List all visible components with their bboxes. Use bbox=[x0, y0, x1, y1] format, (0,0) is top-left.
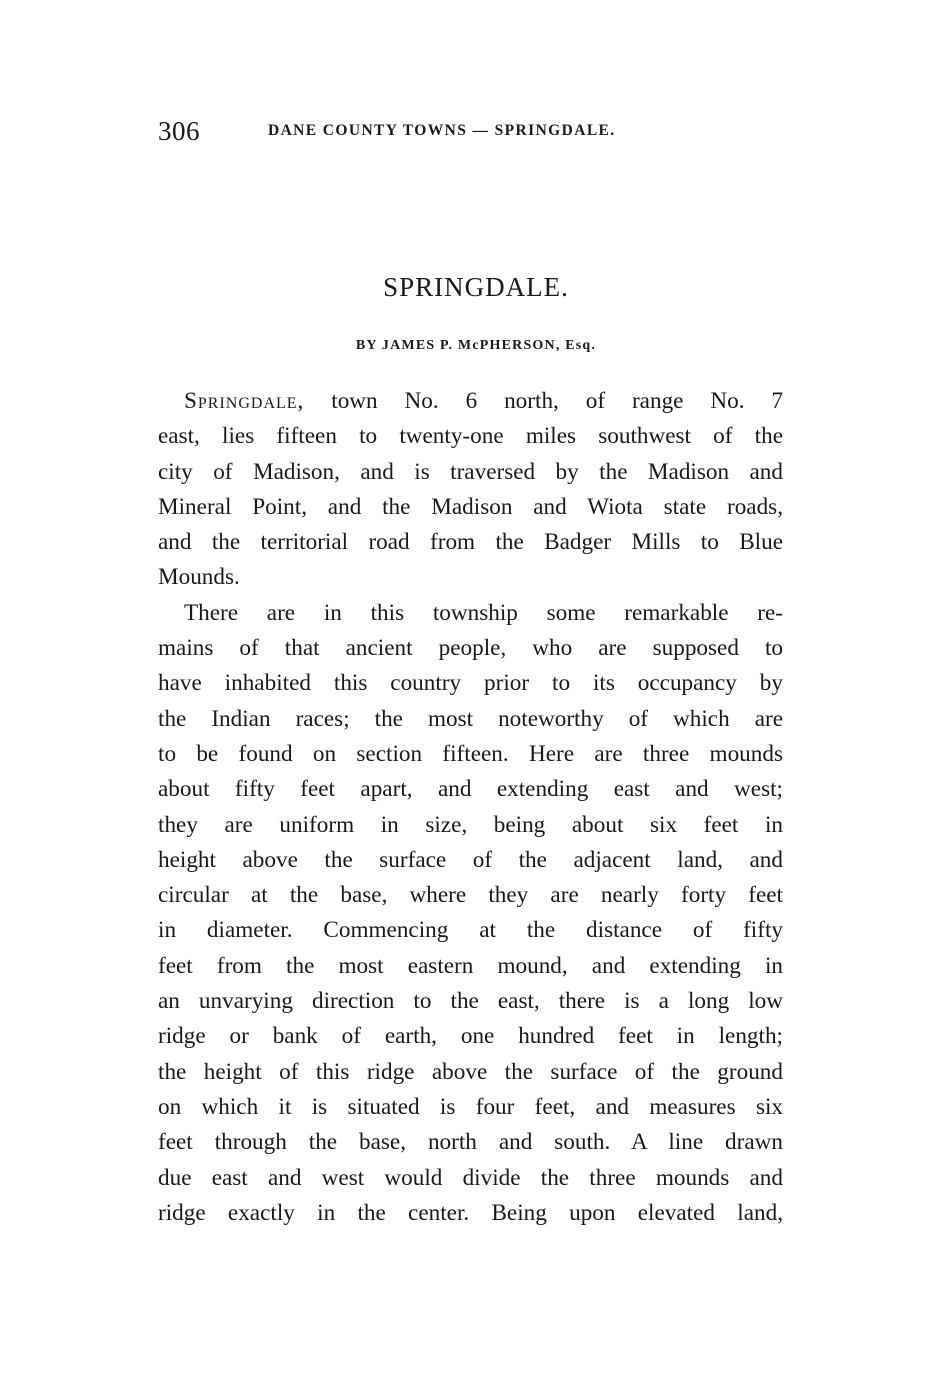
text-line: to be found on section fifteen. Here are three mounds bbox=[158, 740, 783, 767]
text-line: Mounds. bbox=[158, 564, 240, 591]
text-line: an unvarying direction to the east, there is a long low bbox=[158, 988, 783, 1015]
body-text bbox=[158, 384, 783, 1231]
byline bbox=[0, 338, 930, 354]
text-line: they are uniform in size, being about six feet in bbox=[158, 811, 783, 838]
text-line: east, lies fifteen to twenty-one miles southwest of the bbox=[158, 423, 783, 450]
text-line: mains of that ancient people, who are supposed to bbox=[158, 635, 783, 662]
chapter-title: SPRINGDALE. bbox=[383, 272, 569, 302]
text-line: have inhabited this country prior to its occupancy by bbox=[158, 670, 783, 697]
byline-prefix: BY JAMES P. bbox=[355, 338, 458, 353]
text-line: due east and west would divide the three mounds and bbox=[158, 1164, 783, 1191]
text-line: and the territorial road from the Badger Mills to Blue bbox=[158, 529, 783, 556]
paragraph-2 bbox=[158, 596, 783, 1231]
text-line: height above the surface of the adjacent land, and bbox=[158, 846, 783, 873]
text-line: about fifty feet apart, and extending east and west; bbox=[158, 776, 783, 803]
text-line: There are in this township some remarkable re- bbox=[184, 599, 783, 626]
byline-name: McPHERSON bbox=[457, 338, 556, 353]
running-head bbox=[158, 116, 788, 146]
text-line: circular at the base, where they are nearly forty feet bbox=[158, 882, 783, 909]
text-line: feet through the base, north and south. A line drawn bbox=[158, 1129, 783, 1156]
text-line: Mineral Point, and the Madison and Wiota state roads, bbox=[158, 493, 783, 520]
text-line: the height of this ridge above the surface of the ground bbox=[158, 1058, 783, 1085]
lead-word: Springdale, bbox=[184, 388, 305, 414]
page-number: 306 bbox=[158, 116, 200, 146]
text-line: city of Madison, and is traversed by the Madison and bbox=[158, 458, 783, 485]
byline-suffix: , Esq. bbox=[555, 338, 597, 353]
text-line: feet from the most eastern mound, and extending in bbox=[158, 952, 783, 979]
text-line: the Indian races; the most noteworthy of which are bbox=[158, 705, 783, 732]
paragraph-1 bbox=[158, 384, 783, 596]
text-line: ridge exactly in the center. Being upon elevated land, bbox=[158, 1199, 783, 1226]
text-line: on which it is situated is four feet, and measures six bbox=[158, 1093, 783, 1120]
running-title: DANE COUNTY TOWNS — SPRINGDALE. bbox=[268, 122, 616, 139]
text-line: ridge or bank of earth, one hundred feet in length; bbox=[158, 1023, 783, 1050]
text-line: Springdale, town No. 6 north, of range No. 7 bbox=[184, 388, 783, 414]
text-line: in diameter. Commencing at the distance of fifty bbox=[158, 917, 783, 944]
